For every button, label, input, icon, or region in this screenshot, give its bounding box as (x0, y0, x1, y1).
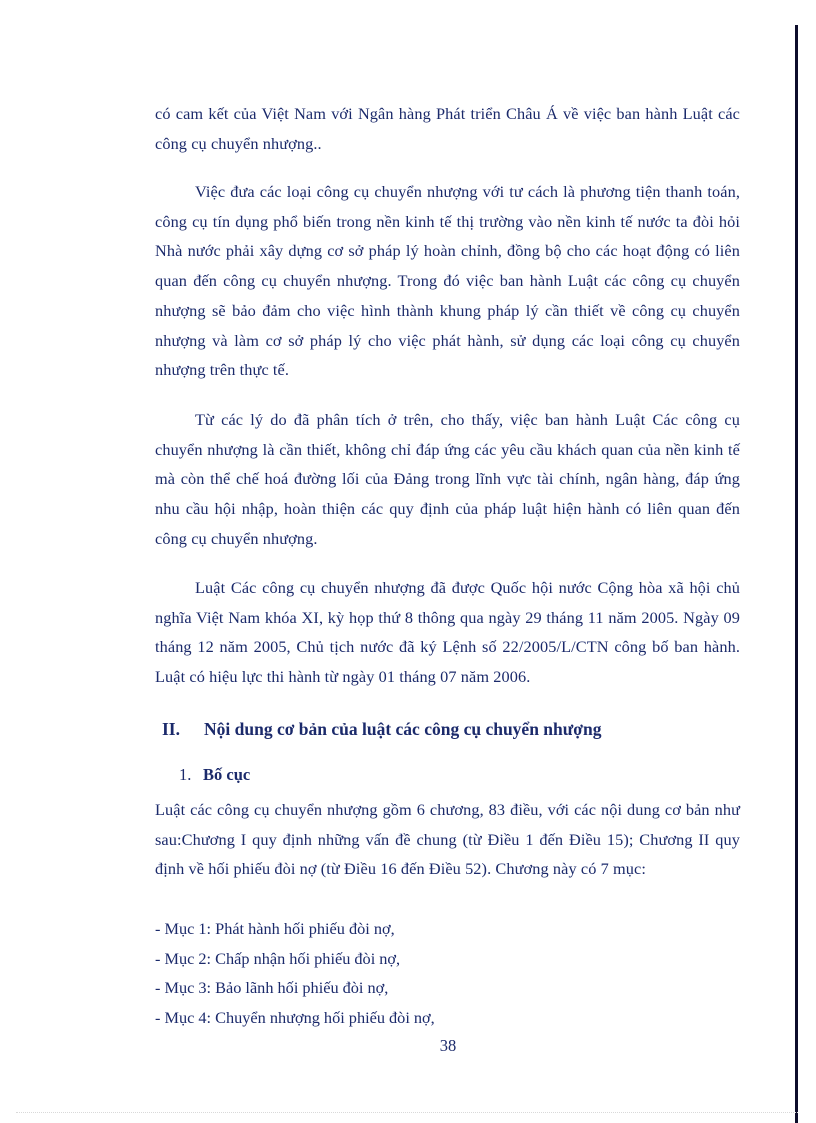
section-heading (162, 715, 601, 743)
subsection-heading (179, 762, 250, 788)
section-number: II. (162, 719, 180, 739)
chapter-sections-list (155, 914, 715, 1033)
list-item: - Mục 1: Phát hành hối phiếu đòi nợ, (155, 919, 395, 938)
subsection-title: Bố cục (203, 765, 251, 784)
section-title: Nội dung cơ bản của luật các công cụ chuyển nhượng (204, 719, 602, 739)
subsection-number: 1. (179, 765, 192, 784)
paragraph-intro-continuation: có cam kết của Việt Nam với Ngân hàng Phát triển Châu Á về việc ban hành Luật các công cụ chuyển nhượng.. (155, 104, 740, 153)
paragraph-adoption: Luật Các công cụ chuyển nhượng đã được Quốc hội nước Cộng hòa xã hội chủ nghĩa Việt Nam khóa XI, kỳ họp thứ 8 thông qua ngày 29 tháng 11 năm 2005. Ngày 09 tháng 12 năm 2005, Chủ tịch nước đã ký Lệnh số 22/2005/L/CTN công bố ban hành. Luật có hiệu lực thi hành từ ngày 01 tháng 07 năm 2006. (155, 578, 740, 687)
page-number: 38 (439, 1036, 457, 1055)
list-item: - Mục 3: Bảo lãnh hối phiếu đòi nợ, (155, 978, 389, 998)
list-item: - Mục 4: Chuyển nhượng hối phiếu đòi nợ, (155, 1008, 435, 1028)
paragraph-instruments-need: Việc đưa các loại công cụ chuyển nhượng với tư cách là phương tiện thanh toán, công cụ tín dụng phổ biến trong nền kinh tế thị trường vào nền kinh tế nước ta đòi hỏi Nhà nước phải xây dựng cơ sở pháp lý hoàn chỉnh, đồng bộ cho các hoạt động có liên quan đến công cụ chuyển nhượng. Trong đó việc ban hành Luật các công cụ chuyển nhượng sẽ bảo đảm cho việc hình thành khung pháp lý cần thiết về công cụ chuyển nhượng và làm cơ sở pháp lý cho việc phát hành, sử dụng các loại công cụ chuyển nhượng trên thực tế. (155, 182, 740, 380)
paragraph-conclusion: Từ các lý do đã phân tích ở trên, cho thấy, việc ban hành Luật Các công cụ chuyển nhượng là cần thiết, không chỉ đáp ứng các yêu cầu khách quan của nền kinh tế mà còn thể chế hoá đường lối của Đảng trong lĩnh vực tài chính, ngân hàng, đáp ứng nhu cầu hội nhập, hoàn thiện các quy định của pháp luật hiện hành có liên quan đến công cụ chuyển nhượng. (155, 410, 740, 548)
page-border-bottom (16, 1112, 798, 1113)
list-item: - Mục 2: Chấp nhận hối phiếu đòi nợ, (155, 948, 401, 968)
paragraph-structure: Luật các công cụ chuyển nhượng gồm 6 chương, 83 điều, với các nội dung cơ bản như sau:Chương I quy định những vấn đề chung (từ Điều 1 đến Điều 15); Chương II quy định về hối phiếu đòi nợ (từ Điều 16 đến Điều 52). Chương này có 7 mục: (155, 800, 740, 879)
page-border-right (795, 25, 798, 1123)
